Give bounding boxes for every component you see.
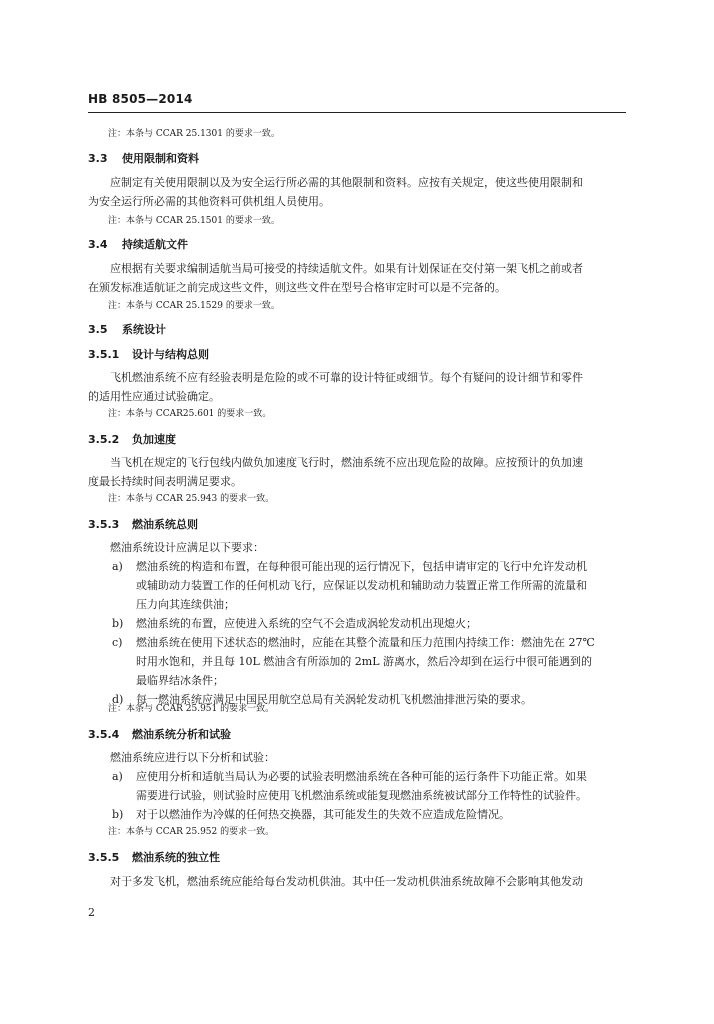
- text-line: 需要进行试验，则试验时应使用飞机燃油系统或能复现燃油系统被试部分工作特性的试验件。: [136, 789, 587, 802]
- list-item: [88, 614, 622, 633]
- section-number: 3.3: [88, 152, 108, 165]
- section-number: 3.5: [88, 323, 108, 336]
- text-line: 应制定有关使用限制以及为安全运行所必需的其他限制和资料。应按有关规定，使这些使用限制和: [110, 176, 583, 189]
- text-line: 时用水饱和，并且每 10L 燃油含有所添加的 2mL 游离水，然后冷却到在运行中很可能遇到的: [136, 655, 593, 668]
- document-code: HB 8505—2014: [88, 92, 193, 106]
- section-3-5-5-heading: [88, 851, 622, 865]
- text-line: 应根据有关要求编制适航当局可接受的持续适航文件。如果有计划保证在交付第一架飞机之前或者: [110, 262, 583, 275]
- section-title: 设计与结构总则: [132, 348, 209, 361]
- text-line: 燃油系统的布置，应使进入系统的空气不会造成涡轮发动机出现熄火；: [136, 617, 477, 630]
- list-item: [88, 633, 622, 690]
- list-marker: a): [112, 770, 123, 783]
- note-3-5-2: 注：本条与 CCAR 25.943 的要求一致。: [108, 494, 275, 504]
- section-3-3-paragraph: [88, 173, 622, 211]
- section-number: 3.4: [88, 238, 108, 251]
- section-3-5-1-heading: [88, 348, 622, 362]
- section-3-4-paragraph: [88, 259, 622, 297]
- note-3-5-3: 注：本条与 CCAR 25.951 的要求一致。: [108, 704, 275, 714]
- section-3-5-3-body: [88, 538, 622, 709]
- list-marker: c): [112, 636, 123, 649]
- section-3-5-4-heading: [88, 728, 622, 742]
- text-line: 对于以燃油作为冷媒的任何热交换器，其可能发生的失效不应造成危险情况。: [136, 808, 510, 821]
- list-item: [88, 767, 622, 805]
- note-3-3: 注：本条与 CCAR 25.1501 的要求一致。: [108, 216, 280, 226]
- section-title: 负加速度: [132, 433, 176, 446]
- text-line: 飞机燃油系统不应有经验表明是危险的或不可靠的设计特征或细节。每个有疑问的设计细节和零件: [110, 371, 583, 384]
- note-3-2: 注：本条与 CCAR 25.1301 的要求一致。: [108, 129, 280, 139]
- section-title: 系统设计: [122, 323, 166, 336]
- header-rule: [88, 112, 626, 113]
- section-number: 3.5.1: [88, 348, 120, 361]
- section-3-5-heading: [88, 323, 622, 337]
- text-line: 在颁发标准适航证之前完成这些文件，则这些文件在型号合格审定时可以是不完备的。: [88, 281, 506, 294]
- text-line: 对于多发飞机，燃油系统应能给每台发动机供油。其中任一发动机供油系统故障不会影响其他发动: [110, 875, 583, 888]
- section-3-3-heading: [88, 152, 622, 166]
- text-line: 每一燃油系统应满足中国民用航空总局有关涡轮发动机飞机燃油排泄污染的要求。: [136, 693, 532, 706]
- list-marker: b): [112, 617, 124, 630]
- section-3-4-heading: [88, 238, 622, 252]
- note-3-5-1: 注：本条与 CCAR25.601 的要求一致。: [108, 409, 272, 419]
- section-number: 3.5.5: [88, 851, 120, 864]
- text-line: 度最长持续时间表明满足要求。: [88, 475, 242, 488]
- section-3-5-1-paragraph: [88, 368, 622, 406]
- section-3-5-4-body: [88, 748, 622, 824]
- list-intro: 燃油系统应进行以下分析和试验：: [110, 751, 275, 764]
- text-line: 当飞机在规定的飞行包线内做负加速度飞行时，燃油系统不应出现危险的故障。应按预计的负加速: [110, 456, 583, 469]
- text-line: 或辅助动力装置工作的任何机动飞行，应保证以发动机和辅助动力装置正常工作所需的流量和: [136, 579, 587, 592]
- section-title: 使用限制和资料: [122, 152, 199, 165]
- section-3-5-2-paragraph: [88, 453, 622, 491]
- list-intro: 燃油系统设计应满足以下要求：: [110, 541, 264, 554]
- note-3-5-4: 注：本条与 CCAR 25.952 的要求一致。: [108, 827, 275, 837]
- list-marker: d): [112, 693, 124, 706]
- section-3-5-5-paragraph: [88, 872, 622, 891]
- list-item: [88, 805, 622, 824]
- page-number: 2: [88, 906, 95, 919]
- note-3-4: 注：本条与 CCAR 25.1529 的要求一致。: [108, 301, 280, 311]
- section-title: 燃油系统分析和试验: [132, 728, 231, 741]
- list-marker: a): [112, 560, 123, 573]
- text-line: 应使用分析和适航当局认为必要的试验表明燃油系统在各种可能的运行条件下功能正常。如果: [136, 770, 587, 783]
- section-title: 燃油系统总则: [132, 518, 198, 531]
- text-line: 的适用性应通过试验确定。: [88, 390, 220, 403]
- section-number: 3.5.2: [88, 433, 120, 446]
- section-3-5-2-heading: [88, 433, 622, 447]
- section-title: 持续适航文件: [122, 238, 188, 251]
- list-item: [88, 557, 622, 614]
- text-line: 为安全运行所必需的其他资料可供机组人员使用。: [88, 195, 330, 208]
- section-title: 燃油系统的独立性: [132, 851, 220, 864]
- text-line: 压力向其连续供油；: [136, 598, 235, 611]
- text-line: 燃油系统的构造和布置，在每种很可能出现的运行情况下，包括申请审定的飞行中允许发动机: [136, 560, 587, 573]
- section-number: 3.5.4: [88, 728, 120, 741]
- section-3-5-3-heading: [88, 518, 622, 532]
- list-marker: b): [112, 808, 124, 821]
- text-line: 燃油系统在使用下述状态的燃油时，应能在其整个流量和压力范围内持续工作：燃油先在 27℃: [136, 636, 595, 649]
- text-line: 最临界结冰条件；: [136, 674, 224, 687]
- section-number: 3.5.3: [88, 518, 120, 531]
